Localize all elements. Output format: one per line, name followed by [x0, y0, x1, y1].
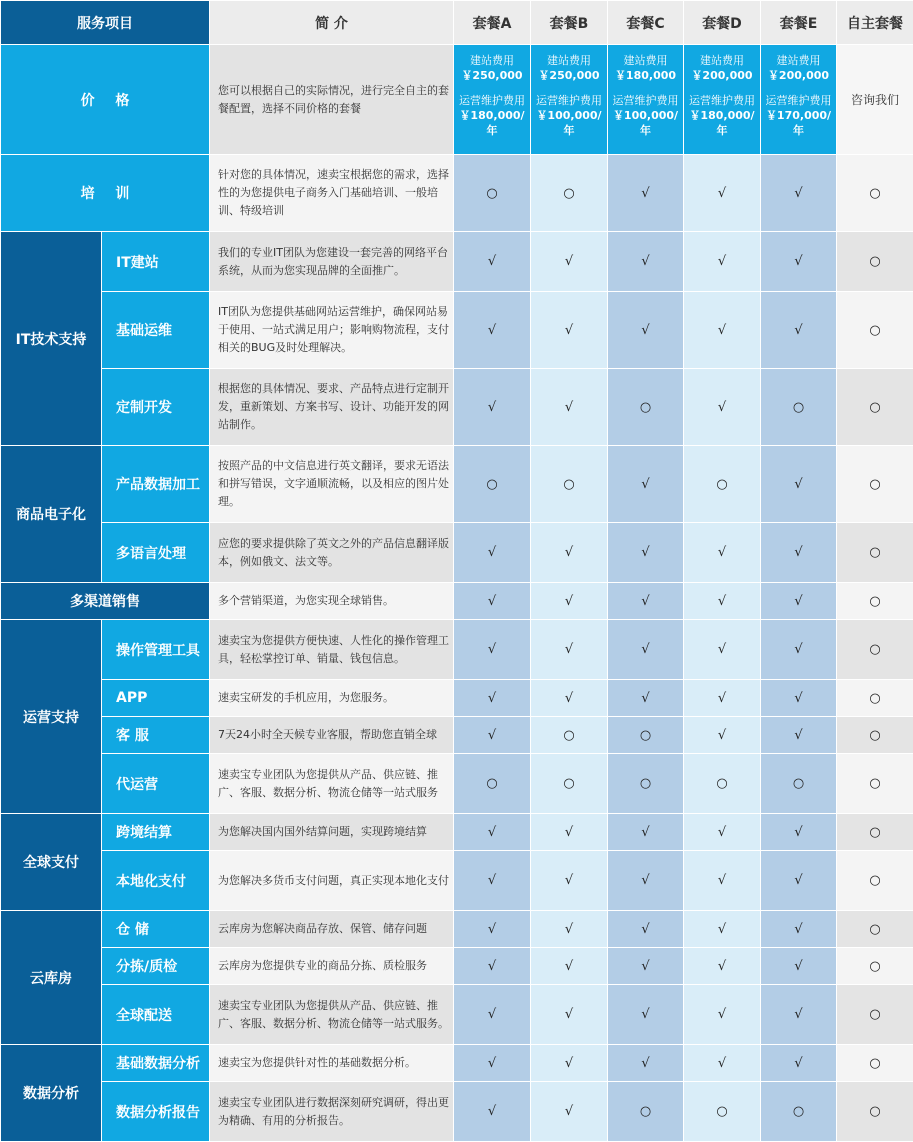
- feature-row: [1, 1082, 913, 1142]
- check-mark-icon-plan-d: √: [684, 620, 761, 680]
- feature-description: 应您的要求提供除了英文之外的产品信息翻译版本，例如俄文、法文等。: [210, 523, 454, 583]
- check-mark-icon-plan-b: √: [531, 232, 608, 292]
- ops-fee: ￥100,000/年: [531, 108, 607, 138]
- circle-icon-plan-b: ○: [531, 155, 608, 232]
- circle-icon-plan-b: ○: [531, 717, 608, 754]
- feature-row: [1, 446, 913, 523]
- ops-fee-label: 运营维护费用: [761, 93, 836, 108]
- check-mark-icon-plan-e: √: [761, 680, 837, 717]
- build-fee: ￥200,000: [684, 68, 760, 83]
- check-mark-icon-plan-e: √: [761, 1045, 837, 1082]
- circle-icon-plan-custom: ○: [837, 985, 913, 1045]
- check-mark-icon-plan-c: √: [608, 948, 684, 985]
- check-mark-icon-plan-c: √: [608, 155, 684, 232]
- build-fee: ￥180,000: [608, 68, 683, 83]
- circle-icon-plan-custom: ○: [837, 523, 913, 583]
- feature-row: [1, 717, 913, 754]
- feature-description: 速卖宝为您提供方便快速、人性化的操作管理工具，轻松掌控订单、销量、钱包信息。: [210, 620, 454, 680]
- feature-name: 定制开发: [102, 369, 210, 446]
- feature-name: IT建站: [102, 232, 210, 292]
- feature-row: [1, 583, 913, 620]
- check-mark-icon-plan-a: √: [454, 911, 531, 948]
- header-plan-a: 套餐A: [454, 1, 531, 45]
- circle-icon-plan-custom: ○: [837, 680, 913, 717]
- build-fee-label: 建站费用: [531, 53, 607, 68]
- check-mark-icon-plan-c: √: [608, 292, 684, 369]
- circle-icon-plan-custom: ○: [837, 911, 913, 948]
- build-fee-label: 建站费用: [684, 53, 760, 68]
- circle-icon-plan-a: ○: [454, 754, 531, 814]
- ops-fee-label: 运营维护费用: [454, 93, 530, 108]
- feature-description: 根据您的具体情况、要求、产品特点进行定制开发，重新策划、方案书写、设计、功能开发的网站制作。: [210, 369, 454, 446]
- circle-icon-plan-c: ○: [608, 369, 684, 446]
- feature-description: 为您解决多货币支付问题，真正实现本地化支付: [210, 851, 454, 911]
- feature-name: 产品数据加工: [102, 446, 210, 523]
- circle-icon-plan-c: ○: [608, 1082, 684, 1142]
- check-mark-icon-plan-d: √: [684, 232, 761, 292]
- build-fee: ￥200,000: [761, 68, 836, 83]
- header-row: [1, 1, 913, 45]
- feature-name: 基础数据分析: [102, 1045, 210, 1082]
- check-mark-icon-plan-b: √: [531, 369, 608, 446]
- check-mark-icon-plan-d: √: [684, 583, 761, 620]
- ops-fee: ￥170,000/年: [761, 108, 836, 138]
- build-fee-label: 建站费用: [608, 53, 683, 68]
- check-mark-icon-plan-b: √: [531, 911, 608, 948]
- ops-fee-label: 运营维护费用: [684, 93, 760, 108]
- check-mark-icon-plan-c: √: [608, 620, 684, 680]
- build-fee: ￥250,000: [454, 68, 530, 83]
- check-mark-icon-plan-c: √: [608, 583, 684, 620]
- feature-description: 速卖宝专业团队为您提供从产品、供应链、推广、客服、数据分析、物流仓储等一站式服务: [210, 754, 454, 814]
- header-plan-e: 套餐E: [761, 1, 837, 45]
- feature-row: [1, 523, 913, 583]
- circle-icon-plan-c: ○: [608, 717, 684, 754]
- header-plan-b: 套餐B: [531, 1, 608, 45]
- feature-name: 全球配送: [102, 985, 210, 1045]
- check-mark-icon-plan-b: √: [531, 814, 608, 851]
- feature-description: 针对您的具体情况，速卖宝根据您的需求，选择性的为您提供电子商务入门基础培训、一般培训、特级培训: [210, 155, 454, 232]
- circle-icon-plan-b: ○: [531, 754, 608, 814]
- feature-row: [1, 814, 913, 851]
- circle-icon-plan-custom: ○: [837, 620, 913, 680]
- circle-icon-plan-c: ○: [608, 754, 684, 814]
- check-mark-icon-plan-c: √: [608, 814, 684, 851]
- circle-icon-plan-custom: ○: [837, 814, 913, 851]
- feature-description: 我们的专业IT团队为您建设一套完善的网络平台系统，从而为您实现品牌的全面推广。: [210, 232, 454, 292]
- feature-name: 本地化支付: [102, 851, 210, 911]
- feature-row: [1, 1045, 913, 1082]
- category-operations-support: 运营支持: [1, 620, 102, 814]
- price-description: 您可以根据自己的实际情况，进行完全自主的套餐配置，选择不同价格的套餐: [210, 45, 454, 155]
- feature-description: 为您解决国内国外结算问题，实现跨境结算: [210, 814, 454, 851]
- header-plan-c: 套餐C: [608, 1, 684, 45]
- check-mark-icon-plan-a: √: [454, 985, 531, 1045]
- feature-row: [1, 620, 913, 680]
- circle-icon-plan-custom: ○: [837, 583, 913, 620]
- feature-name: 仓 储: [102, 911, 210, 948]
- build-fee: ￥250,000: [531, 68, 607, 83]
- feature-name: 基础运维: [102, 292, 210, 369]
- feature-description: 云库房为您解决商品存放、保管、储存问题: [210, 911, 454, 948]
- feature-name: 数据分析报告: [102, 1082, 210, 1142]
- price-plan-d: [684, 45, 761, 155]
- check-mark-icon-plan-d: √: [684, 155, 761, 232]
- ops-fee-label: 运营维护费用: [608, 93, 683, 108]
- feature-row: [1, 680, 913, 717]
- check-mark-icon-plan-a: √: [454, 523, 531, 583]
- feature-row: [1, 369, 913, 446]
- check-mark-icon-plan-a: √: [454, 620, 531, 680]
- price-row: [1, 45, 913, 155]
- feature-row: [1, 851, 913, 911]
- feature-description: 7天24小时全天候专业客服，帮助您直销全球: [210, 717, 454, 754]
- check-mark-icon-plan-d: √: [684, 717, 761, 754]
- feature-row: [1, 754, 913, 814]
- check-mark-icon-plan-e: √: [761, 717, 837, 754]
- check-mark-icon-plan-e: √: [761, 851, 837, 911]
- check-mark-icon-plan-a: √: [454, 1082, 531, 1142]
- circle-icon-plan-custom: ○: [837, 717, 913, 754]
- check-mark-icon-plan-d: √: [684, 948, 761, 985]
- check-mark-icon-plan-b: √: [531, 583, 608, 620]
- circle-icon-plan-custom: ○: [837, 446, 913, 523]
- circle-icon-plan-custom: ○: [837, 851, 913, 911]
- check-mark-icon-plan-e: √: [761, 523, 837, 583]
- feature-description: 按照产品的中文信息进行英文翻译，要求无语法和拼写错误，文字通顺流畅，以及相应的图片处理。: [210, 446, 454, 523]
- check-mark-icon-plan-a: √: [454, 369, 531, 446]
- circle-icon-plan-a: ○: [454, 446, 531, 523]
- feature-name: 操作管理工具: [102, 620, 210, 680]
- category-data-analysis: 数据分析: [1, 1045, 102, 1142]
- check-mark-icon-plan-c: √: [608, 985, 684, 1045]
- circle-icon-plan-custom: ○: [837, 1045, 913, 1082]
- header-service: 服务项目: [1, 1, 210, 45]
- feature-row: [1, 292, 913, 369]
- check-mark-icon-plan-b: √: [531, 851, 608, 911]
- circle-icon-plan-custom: ○: [837, 232, 913, 292]
- feature-row: [1, 155, 913, 232]
- check-mark-icon-plan-d: √: [684, 680, 761, 717]
- check-mark-icon-plan-c: √: [608, 851, 684, 911]
- check-mark-icon-plan-c: √: [608, 911, 684, 948]
- feature-name: 多语言处理: [102, 523, 210, 583]
- feature-row: [1, 948, 913, 985]
- category-multichannel-sales: 多渠道销售: [1, 583, 210, 620]
- ops-fee: ￥180,000/年: [684, 108, 760, 138]
- check-mark-icon-plan-a: √: [454, 717, 531, 754]
- contact-us-link[interactable]: 咨询我们: [837, 45, 913, 155]
- circle-icon-plan-e: ○: [761, 369, 837, 446]
- feature-name: 跨境结算: [102, 814, 210, 851]
- category-it-support: IT技术支持: [1, 232, 102, 446]
- check-mark-icon-plan-a: √: [454, 292, 531, 369]
- check-mark-icon-plan-c: √: [608, 680, 684, 717]
- check-mark-icon-plan-b: √: [531, 985, 608, 1045]
- circle-icon-plan-d: ○: [684, 446, 761, 523]
- circle-icon-plan-custom: ○: [837, 369, 913, 446]
- circle-icon-plan-a: ○: [454, 155, 531, 232]
- check-mark-icon-plan-e: √: [761, 620, 837, 680]
- check-mark-icon-plan-e: √: [761, 446, 837, 523]
- circle-icon-plan-e: ○: [761, 754, 837, 814]
- feature-description: 速卖宝专业团队进行数据深刻研究调研，得出更为精确、有用的分析报告。: [210, 1082, 454, 1142]
- check-mark-icon-plan-d: √: [684, 1045, 761, 1082]
- feature-description: IT团队为您提供基础网站运营维护，确保网站易于使用、一站式满足用户；影响购物流程，支付相关的BUG及时处理解决。: [210, 292, 454, 369]
- check-mark-icon-plan-a: √: [454, 583, 531, 620]
- check-mark-icon-plan-e: √: [761, 985, 837, 1045]
- feature-row: [1, 911, 913, 948]
- check-mark-icon-plan-e: √: [761, 583, 837, 620]
- check-mark-icon-plan-e: √: [761, 911, 837, 948]
- check-mark-icon-plan-a: √: [454, 1045, 531, 1082]
- feature-name: 分拣/质检: [102, 948, 210, 985]
- check-mark-icon-plan-e: √: [761, 948, 837, 985]
- category-product-digitization: 商品电子化: [1, 446, 102, 583]
- check-mark-icon-plan-e: √: [761, 292, 837, 369]
- check-mark-icon-plan-d: √: [684, 369, 761, 446]
- feature-row: [1, 232, 913, 292]
- feature-description: 多个营销渠道，为您实现全球销售。: [210, 583, 454, 620]
- check-mark-icon-plan-c: √: [608, 446, 684, 523]
- check-mark-icon-plan-b: √: [531, 948, 608, 985]
- category-global-payment: 全球支付: [1, 814, 102, 911]
- feature-name: 客 服: [102, 717, 210, 754]
- circle-icon-plan-custom: ○: [837, 1082, 913, 1142]
- price-plan-a: [454, 45, 531, 155]
- check-mark-icon-plan-a: √: [454, 948, 531, 985]
- circle-icon-plan-custom: ○: [837, 754, 913, 814]
- check-mark-icon-plan-c: √: [608, 232, 684, 292]
- check-mark-icon-plan-c: √: [608, 523, 684, 583]
- ops-fee: ￥180,000/年: [454, 108, 530, 138]
- category-cloud-warehouse: 云库房: [1, 911, 102, 1045]
- feature-description: 云库房为您提供专业的商品分拣、质检服务: [210, 948, 454, 985]
- ops-fee: ￥100,000/年: [608, 108, 683, 138]
- check-mark-icon-plan-a: √: [454, 232, 531, 292]
- check-mark-icon-plan-b: √: [531, 620, 608, 680]
- category-training: 培 训: [1, 155, 210, 232]
- feature-row: [1, 985, 913, 1045]
- check-mark-icon-plan-e: √: [761, 814, 837, 851]
- check-mark-icon-plan-b: √: [531, 292, 608, 369]
- feature-description: 速卖宝研发的手机应用，为您服务。: [210, 680, 454, 717]
- check-mark-icon-plan-e: √: [761, 232, 837, 292]
- price-plan-e: [761, 45, 837, 155]
- circle-icon-plan-d: ○: [684, 1082, 761, 1142]
- check-mark-icon-plan-d: √: [684, 851, 761, 911]
- feature-name: 代运营: [102, 754, 210, 814]
- header-plan-custom: 自主套餐: [837, 1, 913, 45]
- feature-description: 速卖宝专业团队为您提供从产品、供应链、推广、客服、数据分析、物流仓储等一站式服务。: [210, 985, 454, 1045]
- check-mark-icon-plan-c: √: [608, 1045, 684, 1082]
- build-fee-label: 建站费用: [454, 53, 530, 68]
- category-price: 价 格: [1, 45, 210, 155]
- check-mark-icon-plan-b: √: [531, 523, 608, 583]
- build-fee-label: 建站费用: [761, 53, 836, 68]
- price-plan-c: [608, 45, 684, 155]
- feature-description: 速卖宝为您提供针对性的基础数据分析。: [210, 1045, 454, 1082]
- check-mark-icon-plan-d: √: [684, 985, 761, 1045]
- price-plan-b: [531, 45, 608, 155]
- ops-fee-label: 运营维护费用: [531, 93, 607, 108]
- circle-icon-plan-custom: ○: [837, 948, 913, 985]
- check-mark-icon-plan-b: √: [531, 680, 608, 717]
- check-mark-icon-plan-a: √: [454, 680, 531, 717]
- check-mark-icon-plan-d: √: [684, 814, 761, 851]
- check-mark-icon-plan-a: √: [454, 851, 531, 911]
- check-mark-icon-plan-d: √: [684, 911, 761, 948]
- check-mark-icon-plan-a: √: [454, 814, 531, 851]
- circle-icon-plan-custom: ○: [837, 292, 913, 369]
- check-mark-icon-plan-b: √: [531, 1082, 608, 1142]
- circle-icon-plan-e: ○: [761, 1082, 837, 1142]
- check-mark-icon-plan-b: √: [531, 1045, 608, 1082]
- circle-icon-plan-custom: ○: [837, 155, 913, 232]
- feature-name: APP: [102, 680, 210, 717]
- check-mark-icon-plan-d: √: [684, 292, 761, 369]
- circle-icon-plan-b: ○: [531, 446, 608, 523]
- check-mark-icon-plan-d: √: [684, 523, 761, 583]
- check-mark-icon-plan-e: √: [761, 155, 837, 232]
- header-plan-d: 套餐D: [684, 1, 761, 45]
- circle-icon-plan-d: ○: [684, 754, 761, 814]
- header-intro: 简 介: [210, 1, 454, 45]
